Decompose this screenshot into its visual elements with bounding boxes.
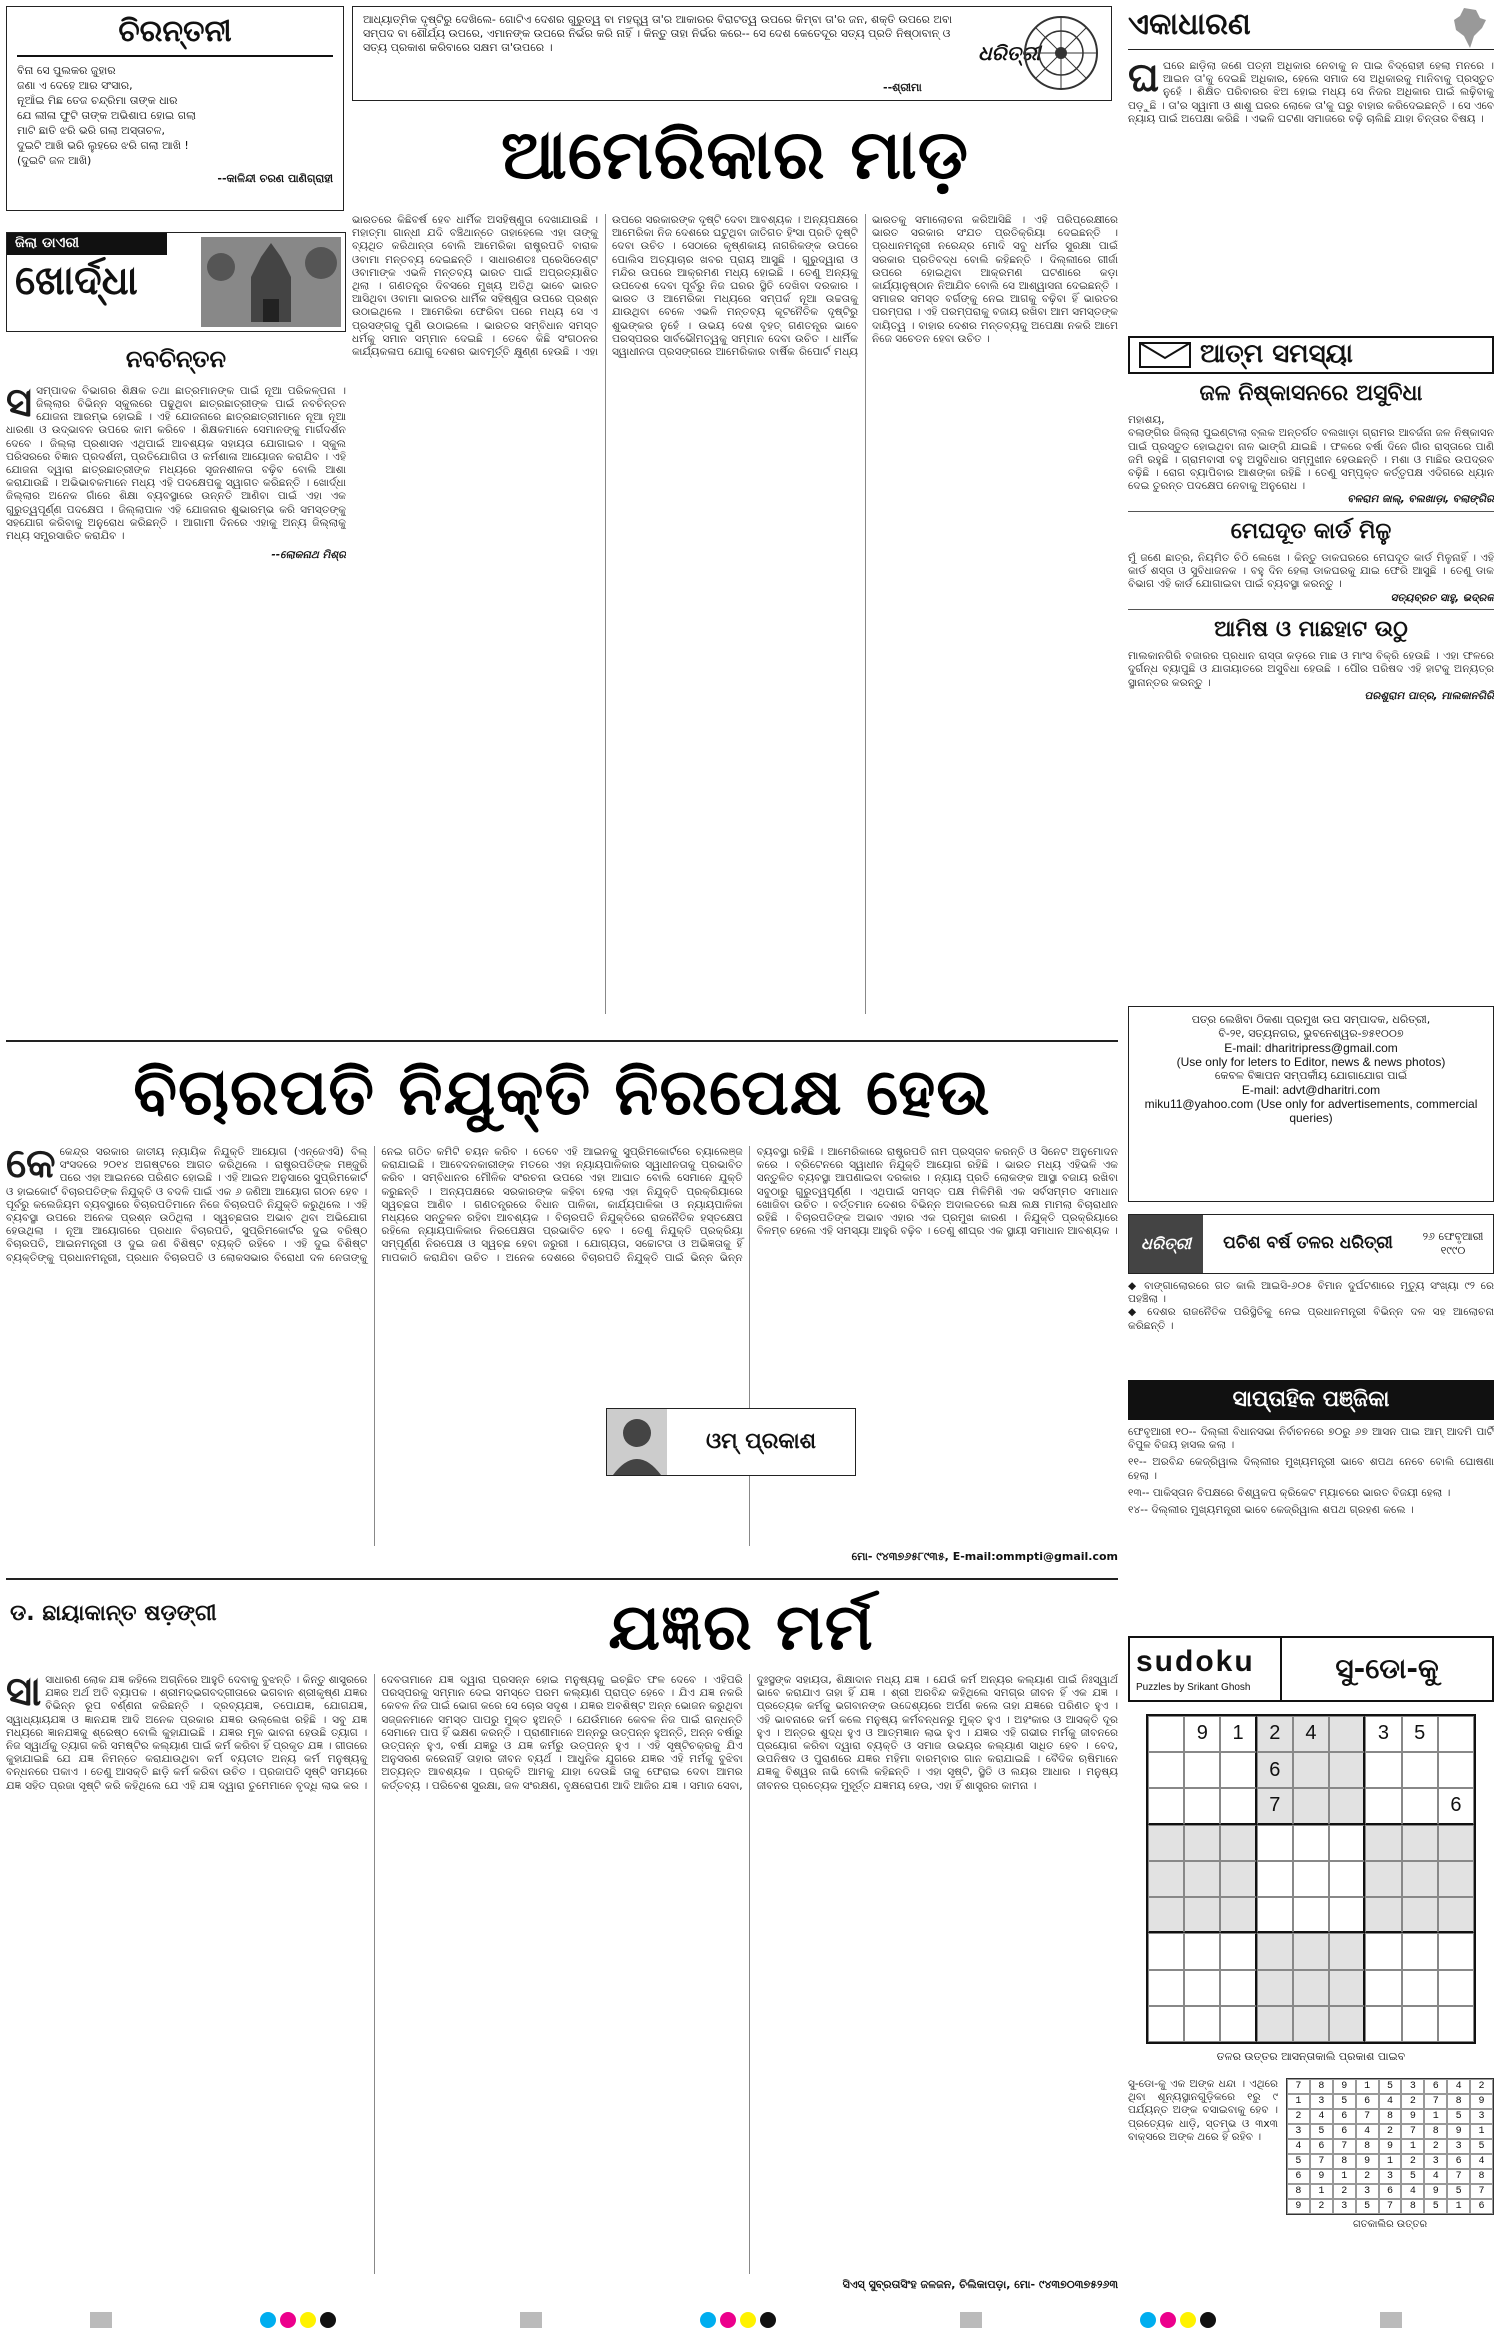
sudoku-cell[interactable] [1402, 1825, 1438, 1861]
sudoku-cell[interactable] [1402, 1897, 1438, 1933]
quote-author: --ଶ୍ରୀମା [883, 81, 922, 94]
poem-line: ନୂଆଁଇ ମିଛ ତେଜ ଚନ୍ଦ୍ରିମା ତାଙ୍କ ଧାର [17, 94, 178, 108]
atma-samasya-header [1128, 336, 1494, 374]
sudoku-answer-cell: 6 [1356, 2094, 1379, 2109]
yajna-article [6, 1586, 1118, 2298]
sudoku-cell[interactable] [1293, 2006, 1329, 2042]
weekly-item: ଫେବୃଆରୀ ୧୦-- ଦିଲ୍ଲୀ ବିଧାନସଭା ନିର୍ବାଚନରେ ୭୦ରୁ ୬୭ ଆସନ ପାଇ ଆମ୍‌ ଆଦମି ପାର୍ଟି ବିପୁଳ ବିଜୟ ହାସଲ କଲା । [1128, 1426, 1494, 1452]
sudoku-cell[interactable] [1365, 1970, 1401, 2006]
sudoku-answer-cell: 8 [1287, 2184, 1310, 2199]
magenta-dot [280, 2312, 296, 2328]
judge-headline: ବିଚାରପତି ନିଯୁକ୍ତି ନିରପେକ୍ଷ ହେଉ [133, 1055, 991, 1130]
sudoku-cell[interactable]: 6 [1257, 1752, 1293, 1788]
sudoku-subtitle: Puzzles by Srikant Ghosh [1136, 1681, 1251, 1693]
sudoku-cell[interactable] [1329, 1970, 1365, 2006]
sudoku-answer-cell: 5 [1356, 2199, 1379, 2214]
america-headline: ଆମେରିକାର ମାଡ଼ [500, 115, 970, 195]
sudoku-answer-cell: 5 [1310, 2124, 1333, 2139]
sudoku-answer-cell: 3 [1333, 2199, 1356, 2214]
poem-line: (ଦୁଇଟି ଜଳ ଆଖି) [17, 154, 92, 168]
sudoku-cell[interactable] [1220, 1933, 1256, 1969]
sudoku-cell[interactable] [1257, 1897, 1293, 1933]
sudoku-answer-cell: 3 [1447, 2139, 1470, 2154]
sudoku-rules: ସୁ-ଡୋ-କୁ ଏକ ଅଙ୍କ ଧନ୍ଦା । ଏଥିରେ ଥିବା ଶୂନ୍ୟସ୍ଥାନଗୁଡ଼ିକରେ ୧ରୁ ୯ ପର୍ଯ୍ୟନ୍ତ ଅଙ୍କ ବସାଇବାକୁ ହେବ । ପ୍ରତ୍ୟେକ ଧାଡ଼ି, ସ୍ତମ୍ଭ ଓ ୩x୩ ବାକ୍ସରେ ଅଙ୍କ ଥରେ ହିଁ ରହିବ । [1128, 2078, 1278, 2143]
sudoku-answer-cell: 3 [1356, 2184, 1379, 2199]
advt-email-note[interactable]: miku11@yahoo.com (Use only for advertisements, commercial queries) [1144, 1097, 1478, 1125]
sudoku-cell[interactable] [1365, 1825, 1401, 1861]
america-body: ଭାରତରେ କିଛିବର୍ଷ ହେବ ଧାର୍ମିକ ଅସହିଷ୍ଣୁତା ଦେଖାଯାଉଛି । ମହାତ୍ମା ଗାନ୍ଧୀ ଯଦି ବଞ୍ଚିଥାନ୍ତେ ତାହାହେଲେ ଏହା ତାଙ୍କୁ ବ୍ୟଥିତ କରିଥାନ୍ତା ବୋଲି ଆମେରିକା ରାଷ୍ଟ୍ରପତି ବାରାକ ଓବାମା ମନ୍ତବ୍ୟ ଦେଇଛନ୍ତି । ସାଧାରଣତଃ ପ୍ରେସିଡେଣ୍ଟ ଓବାମାଙ୍କ ଏଭଳି ମନ୍ତବ୍ୟ ଭାରତ ପାଇଁ ଅପ୍ରତ୍ୟାଶିତ ଥିଲା । ଗଣତନ୍ତ୍ର ଦିବସରେ ମୁଖ୍ୟ ଅତିଥି ଭାବେ ଭାରତ ଆସିଥିବା ଓବାମା ଭାରତର ଧାର୍ମିକ ସହିଷ୍ଣୁତା ଉପରେ ପ୍ରଶ୍ନ ଉଠାଇଥିଲେ । ଆମେରିକା ଫେରିବା ପରେ ମଧ୍ୟ ସେ ଏ ପ୍ରସଙ୍ଗକୁ ପୁଣି ଉଠାଇଲେ । ଭାରତର ସମ୍ବିଧାନ ସମସ୍ତ ଧର୍ମକୁ ସମାନ ସମ୍ମାନ ଦେଇଛି । ତେବେ କିଛି ସଂଗଠନର କାର୍ଯ୍ୟକଳାପ ଯୋଗୁ ଦେଶର ଭାବମୂର୍ତ୍ତି କ୍ଷୁଣ୍ଣ ହେଉଛି । ଏହା ଉପରେ ସରକାରଙ୍କ ଦୃଷ୍ଟି ଦେବା ଆବଶ୍ୟକ । ଅନ୍ୟପକ୍ଷରେ ଆମେରିକା ନିଜ ଦେଶରେ ଘଟୁଥିବା ଜାତିଗତ ହିଂସା ପ୍ରତି ଦୃଷ୍ଟି ଦେବା ଉଚିତ । ସେଠାରେ କୃଷ୍ଣକାୟ ନାଗରିକଙ୍କ ଉପରେ ପୋଲିସ ଅତ୍ୟାଚାର ଖବର ପ୍ରାୟ ଆସୁଛି । ଗୁରୁଦ୍ୱାରା ଓ ମନ୍ଦିର ଉପରେ ଆକ୍ରମଣ ମଧ୍ୟ ହୋଇଛି । ତେଣୁ ଅନ୍ୟକୁ ଉପଦେଶ ଦେବା ପୂର୍ବରୁ ନିଜ ଘରର ସ୍ଥିତି ଦେଖିବା ଦରକାର । ଭାରତ ଓ ଆମେରିକା ମଧ୍ୟରେ ସମ୍ପର୍କ ନୂଆ ଉଚ୍ଚତାକୁ ଯାଉଥିବା ବେଳେ ଏଭଳି ମନ୍ତବ୍ୟ କୂଟନୈତିକ ଦୃଷ୍ଟିରୁ ଶୁଭଙ୍କର ନୁହେଁ । ଉଭୟ ଦେଶ ବୃହତ୍ ଗଣତନ୍ତ୍ର ଭାବେ ପରସ୍ପରର ସାର୍ବଭୌମତ୍ୱକୁ ସମ୍ମାନ ଦେବା ଉଚିତ । ଧାର୍ମିକ ସ୍ୱାଧୀନତା ପ୍ରସଙ୍ଗରେ ଆମେରିକାର ବାର୍ଷିକ ରିପୋର୍ଟ ମଧ୍ୟ ଭାରତକୁ ସମାଲୋଚନା କରିଆସିଛି । ଏହି ପରିପ୍ରେକ୍ଷୀରେ ଭାରତ ସରକାର ସଂଯତ ପ୍ରତିକ୍ରିୟା ଦେଇଛନ୍ତି । ପ୍ରଧାନମନ୍ତ୍ରୀ ନରେନ୍ଦ୍ର ମୋଦି ସବୁ ଧର୍ମର ସୁରକ୍ଷା ପାଇଁ ସରକାର ପ୍ରତିବଦ୍ଧ ବୋଲି କହିଛନ୍ତି । ଦିଲ୍ଲୀରେ ଗୀର୍ଜା ଉପରେ ହୋଇଥିବା ଆକ୍ରମଣ ଘଟଣାରେ କଡ଼ା କାର୍ଯ୍ୟାନୁଷ୍ଠାନ ନିଆଯିବ ବୋଲି ସେ ଆଶ୍ୱାସନା ଦେଇଛନ୍ତି । ସମାଜର ସମସ୍ତ ବର୍ଗଙ୍କୁ ନେଇ ଆଗକୁ ବଢ଼ିବା ହିଁ ଭାରତର ପରମ୍ପରା । ଏହି ପରମ୍ପରାକୁ ବଜାୟ ରଖିବା ଆମ ସମସ୍ତଙ୍କ ଦାୟିତ୍ୱ । ବାହାର ଦେଶର ମନ୍ତବ୍ୟକୁ ଅପେକ୍ଷା ନକରି ଆମେ ନିଜେ ସଚେତନ ହେବା ଉଚିତ । [352, 214, 1118, 359]
sudoku-cell[interactable]: 2 [1257, 1716, 1293, 1752]
twenty-five-item: ◆ ଦେଶର ରାଜନୈତିକ ପରିସ୍ଥିତିକୁ ନେଇ ପ୍ରଧାନମନ୍ତ୍ରୀ ବିଭିନ୍ନ ଦଳ ସହ ଆଲୋଚନା କରିଛନ୍ତି । [1128, 1306, 1494, 1332]
magenta-dot [720, 2312, 736, 2328]
dropcap: ସ [6, 378, 33, 426]
sudoku-answer-cell: 9 [1310, 2169, 1333, 2184]
yajna-footer: ସିଏସ୍ ସୁବ୍ରତାସିଂହ ଜଳଜନ, ଚିଲିକାପଡ଼ା, ମୋ- ୯୪୩୭୦୩୭୫୨୬୩ [842, 2278, 1118, 2291]
twenty-five-item: ◆ ବାଙ୍ଗାଲୋରରେ ଗତ କାଲି ଆଇସି-୬୦୫ ବିମାନ ଦୁର୍ଘଟଣାରେ ମୃତ୍ୟୁ ସଂଖ୍ୟା ୯୨ ରେ ପହଞ୍ଚିଲା । [1128, 1280, 1494, 1306]
sudoku-answer-cell: 9 [1333, 2079, 1356, 2094]
sudoku-cell[interactable] [1329, 1897, 1365, 1933]
sudoku-answer-cell: 8 [1310, 2079, 1333, 2094]
letter-body: ମାଲକାନଗିରି ବଜାରର ପ୍ରଧାନ ରାସ୍ତା କଡ଼ରେ ମାଛ ଓ ମାଂସ ବିକ୍ରି ହେଉଛି । ଏହା ଫଳରେ ଦୁର୍ଗନ୍ଧ ବ୍ୟାପୁଛି ଓ ଯାତାୟାତରେ ଅସୁବିଧା ହେଉଛି । ପୌର ପରିଷଦ ଏହି ହାଟକୁ ଅନ୍ୟତ୍ର ସ୍ଥାନାନ୍ତର କରନ୍ତୁ । [1128, 650, 1494, 689]
sudoku-answer-cell: 6 [1424, 2079, 1447, 2094]
sudoku-answer-cell: 6 [1470, 2199, 1493, 2214]
grey-block [520, 2312, 542, 2328]
sudoku-cell[interactable] [1402, 1752, 1438, 1788]
yajna-body: ସା ସାଧାରଣ ଲୋକ ଯଜ୍ଞ କହିଲେ ଅଗ୍ନିରେ ଆହୁତି ଦେବାକୁ ବୁଝନ୍ତି । କିନ୍ତୁ ଶାସ୍ତ୍ରରେ ଯଜ୍ଞର ଅର୍ଥ ଅତି ବ୍ୟାପକ । ଶ୍ରୀମଦ୍ଭଗବଦ୍‌ଗୀତାରେ ଭଗବାନ ଶ୍ରୀକୃଷ୍ଣ ଯଜ୍ଞର ବିଭିନ୍ନ ରୂପ ବର୍ଣ୍ଣନା କରିଛନ୍ତି । ଦ୍ରବ୍ୟଯଜ୍ଞ, ତପୋଯଜ୍ଞ, ଯୋଗଯଜ୍ଞ, ସ୍ୱାଧ୍ୟାୟଯଜ୍ଞ ଓ ଜ୍ଞାନଯଜ୍ଞ ଆଦି ଅନେକ ପ୍ରକାର ଯଜ୍ଞର ଉଲ୍ଲେଖ ରହିଛି । ସବୁ ଯଜ୍ଞ ମଧ୍ୟରେ ଜ୍ଞାନଯଜ୍ଞକୁ ଶ୍ରେଷ୍ଠ ବୋଲି କୁହାଯାଇଛି । ଯଜ୍ଞର ମୂଳ ଭାବନା ହେଉଛି ତ୍ୟାଗ । ନିଜ ସ୍ୱାର୍ଥକୁ ତ୍ୟାଗ କରି ସମଷ୍ଟିର କଲ୍ୟାଣ ପାଇଁ କର୍ମ କରିବା ହିଁ ପ୍ରକୃତ ଯଜ୍ଞ । ଗୀତାରେ କୁହାଯାଇଛି ଯେ ଯଜ୍ଞ ନିମନ୍ତେ କରାଯାଉଥିବା କର୍ମ ବ୍ୟତୀତ ଅନ୍ୟ କର୍ମ ମନୁଷ୍ୟକୁ ବନ୍ଧନରେ ପକାଏ । ତେଣୁ ଆସକ୍ତି ଛାଡ଼ି କର୍ମ କରିବା ଉଚିତ । ପ୍ରଜାପତି ସୃଷ୍ଟି ସମୟରେ ଯଜ୍ଞ ସହିତ ପ୍ରଜା ସୃଷ୍ଟି କରି କହିଥିଲେ ଯେ ଏହି ଯଜ୍ଞ ଦ୍ୱାରା ତୁମେମାନେ ବୃଦ୍ଧି ଲାଭ କର । ଦେବତାମାନେ ଯଜ୍ଞ ଦ୍ୱାରା ପ୍ରସନ୍ନ ହୋଇ ମନୁଷ୍ୟକୁ ଇଚ୍ଛିତ ଫଳ ଦେବେ । ଏହିପରି ପରସ୍ପରକୁ ସମ୍ମାନ ଦେଇ ସମସ୍ତେ ପରମ କଲ୍ୟାଣ ପ୍ରାପ୍ତ ହେବେ । ଯିଏ ଯଜ୍ଞ ନକରି କେବଳ ନିଜ ପାଇଁ ଭୋଗ କରେ ସେ ଚୋର ସଦୃଶ । ଯଜ୍ଞର ଅବଶିଷ୍ଟ ଅନ୍ନ ଭୋଜନ କରୁଥିବା ସଜ୍ଜନମାନେ ସମସ୍ତ ପାପରୁ ମୁକ୍ତ ହୁଅନ୍ତି । ଯେଉଁମାନେ କେବଳ ନିଜ ପାଇଁ ରାନ୍ଧନ୍ତି ସେମାନେ ପାପ ହିଁ ଭକ୍ଷଣ କରନ୍ତି । ପ୍ରାଣୀମାନେ ଅନ୍ନରୁ ଉତ୍ପନ୍ନ ହୁଅନ୍ତି, ଅନ୍ନ ବର୍ଷାରୁ ଉତ୍ପନ୍ନ ହୁଏ, ବର୍ଷା ଯଜ୍ଞରୁ ଓ ଯଜ୍ଞ କର୍ମରୁ ଉତ୍ପନ୍ନ ହୁଏ । ଏହି ସୃଷ୍ଟିଚକ୍ରକୁ ଯିଏ ଅନୁସରଣ କରେନାହିଁ ତାହାର ଜୀବନ ବ୍ୟର୍ଥ । ଆଧୁନିକ ଯୁଗରେ ଯଜ୍ଞର ଏହି ମର୍ମକୁ ବୁଝିବା ଅତ୍ୟନ୍ତ ଆବଶ୍ୟକ । ପ୍ରକୃତି ଆମକୁ ଯାହା ଦେଉଛି ତାକୁ ଫେରାଇ ଦେବା ଆମର କର୍ତ୍ତବ୍ୟ । ପରିବେଶ ସୁରକ୍ଷା, ଜଳ ସଂରକ୍ଷଣ, ବୃକ୍ଷରୋପଣ ଆଦି ଆଜିର ଯଜ୍ଞ । ସମାଜ ସେବା, ଦୁଃସ୍ଥଙ୍କ ସହାୟତା, ଶିକ୍ଷାଦାନ ମଧ୍ୟ ଯଜ୍ଞ । ଯେଉଁ କର୍ମ ଅନ୍ୟର କଲ୍ୟାଣ ପାଇଁ ନିଃସ୍ୱାର୍ଥ ଭାବେ କରାଯାଏ ତାହା ହିଁ ଯଜ୍ଞ । ଶ୍ରୀ ଅରବିନ୍ଦ କହିଥିଲେ ସମଗ୍ର ଜୀବନ ହିଁ ଏକ ଯଜ୍ଞ । ପ୍ରତ୍ୟେକ କର୍ମକୁ ଭଗବାନଙ୍କ ଉଦ୍ଦେଶ୍ୟରେ ଅର୍ପଣ କଲେ ତାହା ଯଜ୍ଞରେ ପରିଣତ ହୁଏ । ଏହି ଭାବନାରେ କର୍ମ କଲେ ମନୁଷ୍ୟ କର୍ମବନ୍ଧନରୁ ମୁକ୍ତ ହୁଏ । ଅହଂକାର ଓ ଆସକ୍ତି ଦୂର ହୁଏ । ଅନ୍ତର ଶୁଦ୍ଧ ହୁଏ ଓ ଆତ୍ମଜ୍ଞାନ ଲାଭ ହୁଏ । ଯଜ୍ଞର ଏହି ଗଭୀର ମର୍ମକୁ ଜୀବନରେ ପ୍ରୟୋଗ କରିବା ଦ୍ୱାରା ବ୍ୟକ୍ତି ଓ ସମାଜ ଉଭୟର କଲ୍ୟାଣ ସାଧିତ ହେବ । ବେଦ, ଉପନିଷଦ ଓ ପୁରାଣରେ ଯଜ୍ଞର ମହିମା ବାରମ୍ବାର ଗାନ କରାଯାଇଛି । ବୈଦିକ ଋଷିମାନେ ଯଜ୍ଞକୁ ବିଶ୍ୱର ନାଭି ବୋଲି କହିଛନ୍ତି । ଏହା ସୃଷ୍ଟି, ସ୍ଥିତି ଓ ଲୟର ଆଧାର । ମନୁଷ୍ୟ ଜୀବନର ପ୍ରତ୍ୟେକ ମୁହୂର୍ତ୍ତ ଯଜ୍ଞମୟ ହେଉ, ଏହା ହିଁ ଶାସ୍ତ୍ରର କାମନା । [6, 1668, 1118, 1792]
sudoku-answer-cell: 9 [1379, 2139, 1402, 2154]
sudoku-answer-cell: 9 [1356, 2154, 1379, 2169]
twenty-five-years-section [1128, 1214, 1494, 1372]
sudoku-answer-cell: 5 [1424, 2199, 1447, 2214]
sudoku-cell[interactable] [1329, 1716, 1365, 1752]
sudoku-answer-cell: 8 [1447, 2094, 1470, 2109]
sudoku-answer-cell: 4 [1470, 2154, 1493, 2169]
sudoku-cell[interactable] [1257, 1970, 1293, 2006]
sudoku-answer-cell: 2 [1356, 2169, 1379, 2184]
sudoku-answer-cell: 6 [1310, 2139, 1333, 2154]
sudoku-answer-cell: 3 [1310, 2094, 1333, 2109]
sudoku-cell[interactable] [1293, 1933, 1329, 1969]
weekly-calendar-title: ସାପ୍ତାହିକ ପଞ୍ଜିକା [1128, 1380, 1494, 1420]
sudoku-answer-cell: 1 [1310, 2184, 1333, 2199]
sudoku-cell[interactable] [1184, 2006, 1220, 2042]
cyan-dot [700, 2312, 716, 2328]
address-box [1128, 1006, 1494, 1202]
envelope-icon [1138, 340, 1192, 370]
letter-signature: ପରଶୁରାମ ପାତ୍ର, ମାଲକାନଗିରି [1364, 689, 1494, 702]
letter [1128, 511, 1494, 605]
dharitri-logo-badge: ଧରିତ୍ରୀ [1129, 1215, 1203, 1273]
twenty-five-years-date: ୨୬ ଫେବୃଆରୀ ୧୯୯୦ [1422, 1229, 1484, 1257]
sudoku-answer-cell: 7 [1379, 2199, 1402, 2214]
poem-line: ବିନା ସେ ପୁଲକର ଜୁହାର [17, 64, 116, 78]
color-dots [700, 2312, 780, 2328]
letter-signature: ବଳରାମ ଜାଲ୍‌, ବଲଖାଡ଼ା, ବଲାଙ୍ଗିର [1347, 493, 1494, 506]
temple-illustration-icon [201, 237, 341, 327]
sudoku-answer-cell: 3 [1470, 2109, 1493, 2124]
sudoku-answer-cell: 1 [1379, 2154, 1402, 2169]
poem-line: ଜଣା ଏ ଦେହେ ଆର ସଂସାର, [17, 79, 133, 93]
sudoku-cell[interactable]: 1 [1220, 1716, 1256, 1752]
sudoku-cell[interactable] [1438, 1752, 1474, 1788]
sudoku-cell[interactable] [1148, 1788, 1184, 1824]
sudoku-cell[interactable] [1148, 1861, 1184, 1897]
twenty-five-years-header [1128, 1214, 1494, 1274]
sudoku-cell[interactable] [1293, 1752, 1329, 1788]
sudoku-cell[interactable] [1402, 1861, 1438, 1897]
sudoku-answer-grid [1286, 2078, 1494, 2215]
weekly-calendar-section [1128, 1380, 1494, 1624]
sudoku-answer-cell: 3 [1287, 2124, 1310, 2139]
sudoku-answer-cell: 5 [1447, 2109, 1470, 2124]
sudoku-answer-cell: 7 [1287, 2079, 1310, 2094]
sudoku-cell[interactable] [1365, 1861, 1401, 1897]
printer-marks [0, 2308, 1500, 2333]
sudoku-answer-cell: 4 [1356, 2124, 1379, 2139]
cyan-dot [260, 2312, 276, 2328]
sudoku-cell[interactable] [1148, 1933, 1184, 1969]
sudoku-cell[interactable] [1293, 1897, 1329, 1933]
dropcap: କେ [6, 1140, 56, 1187]
judge-body: କେ କେନ୍ଦ୍ର ସରକାର ଜାତୀୟ ନ୍ୟାୟିକ ନିଯୁକ୍ତି ଆୟୋଗ (ଏନ୍‌ଜେଏସି) ବିଲ୍ ସଂସଦରେ ୨୦୧୪ ଅଗଷ୍ଟରେ ଆଗତ କରିଥିଲେ । ରାଷ୍ଟ୍ରପତିଙ୍କ ମଞ୍ଜୁରି ପରେ ଏହା ଆଇନରେ ପରିଣତ ହୋଇଛି । ଏହି ଆଇନ ଅନୁସାରେ ସୁପ୍ରିମକୋର୍ଟ ଓ ହାଇକୋର୍ଟ ବିଚାରପତିଙ୍କ ନିଯୁକ୍ତି ଓ ବଦଳି ପାଇଁ ଏକ ୬ ଜଣିଆ ଆୟୋଗ ଗଠନ ହେବ । ପୂର୍ବରୁ କଲେଜିୟମ ବ୍ୟବସ୍ଥାରେ ବିଚାରପତିମାନେ ନିଜେ ବିଚାରପତି ନିଯୁକ୍ତି କରୁଥିଲେ । ଏହି ବ୍ୟବସ୍ଥା ଉପରେ ଅନେକ ପ୍ରଶ୍ନ ଉଠିଥିଲା । ସ୍ୱଚ୍ଛତାର ଅଭାବ ଥିବା ଅଭିଯୋଗ ହେଉଥିଲା । ନୂଆ ଆୟୋଗରେ ପ୍ରଧାନ ବିଚାରପତି, ସୁପ୍ରିମକୋର୍ଟର ଦୁଇ ବରିଷ୍ଠ ବିଚାରପତି, ଆଇନମନ୍ତ୍ରୀ ଓ ଦୁଇ ଜଣ ବିଶିଷ୍ଟ ବ୍ୟକ୍ତି ରହିବେ । ଏହି ଦୁଇ ବିଶିଷ୍ଟ ବ୍ୟକ୍ତିଙ୍କୁ ପ୍ରଧାନମନ୍ତ୍ରୀ, ପ୍ରଧାନ ବିଚାରପତି ଓ ଲୋକସଭାର ବିରୋଧୀ ଦଳ ନେତାଙ୍କୁ ନେଇ ଗଠିତ କମିଟି ଚୟନ କରିବ । ତେବେ ଏହି ଆଇନକୁ ସୁପ୍ରିମକୋର୍ଟରେ ଚ୍ୟାଲେଞ୍ଜ କରାଯାଇଛି । ଆବେଦନକାରୀଙ୍କ ମତରେ ଏହା ନ୍ୟାୟପାଳିକାର ସ୍ୱାଧୀନତାକୁ ପ୍ରଭାବିତ କରିବ । ସମ୍ବିଧାନର ମୌଳିକ ସଂରଚନା ଉପରେ ଏହା ଆଘାତ ବୋଲି ସେମାନେ ଯୁକ୍ତି କରୁଛନ୍ତି । ଅନ୍ୟପକ୍ଷରେ ସରକାରଙ୍କ କହିବା ହେଲା ଏହା ନିଯୁକ୍ତି ପ୍ରକ୍ରିୟାରେ ସ୍ୱଚ୍ଛତା ଆଣିବ । ଗଣତନ୍ତ୍ରରେ ବିଧାନ ପାଳିକା, କାର୍ଯ୍ୟପାଳିକା ଓ ନ୍ୟାୟପାଳିକା ମଧ୍ୟରେ ସନ୍ତୁଳନ ରହିବା ଆବଶ୍ୟକ । ବିଚାରପତି ନିଯୁକ୍ତିରେ ରାଜନୈତିକ ହସ୍ତକ୍ଷେପ ରହିଲେ ନ୍ୟାୟପାଳିକାର ନିରପେକ୍ଷତା ପ୍ରଭାବିତ ହେବ । ତେଣୁ ନିଯୁକ୍ତି ପ୍ରକ୍ରିୟା ସମ୍ପୂର୍ଣ୍ଣ ନିରପେକ୍ଷ ଓ ସ୍ୱଚ୍ଛ ହେବା ଜରୁରୀ । ଯୋଗ୍ୟତା, ସଚ୍ଚୋଟତା ଓ ଅଭିଜ୍ଞତାକୁ ହିଁ ମାପକାଠି କରାଯିବା ଉଚିତ । ଅନେକ ଦେଶରେ ବିଚାରପତି ନିଯୁକ୍ତି ପାଇଁ ଭିନ୍ନ ଭିନ୍ନ ବ୍ୟବସ୍ଥା ରହିଛି । ଆମେରିକାରେ ରାଷ୍ଟ୍ରପତି ନାମ ପ୍ରସ୍ତାବ କରନ୍ତି ଓ ସିନେଟ ଅନୁମୋଦନ କରେ । ବ୍ରିଟେନରେ ସ୍ୱାଧୀନ ନିଯୁକ୍ତି ଆୟୋଗ ରହିଛି । ଭାରତ ମଧ୍ୟ ଏହିଭଳି ଏକ ସନ୍ତୁଳିତ ବ୍ୟବସ୍ଥା ଆପଣାଇବା ଦରକାର । ନ୍ୟାୟ ପ୍ରତି ଲୋକଙ୍କ ଆସ୍ଥା ବଜାୟ ରଖିବା ସବୁଠାରୁ ଗୁରୁତ୍ୱପୂର୍ଣ୍ଣ । ଏଥିପାଇଁ ସମସ୍ତ ପକ୍ଷ ମିଳିମିଶି ଏକ ସର୍ବସମ୍ମତ ସମାଧାନ ଖୋଜିବା ଉଚିତ । ବର୍ତ୍ତମାନ ଦେଶର ବିଭିନ୍ନ ଅଦାଲତରେ ଲକ୍ଷ ଲକ୍ଷ ମାମଲା ବିଚାରାଧୀନ ରହିଛି । ବିଚାରପତିଙ୍କ ଅଭାବ ଏହାର ଏକ ପ୍ରମୁଖ କାରଣ । ନିଯୁକ୍ତି ପ୍ରକ୍ରିୟାରେ ବିଳମ୍ବ ହେଲେ ଏହି ସମସ୍ୟା ଆହୁରି ବଢ଼ିବ । ତେଣୁ ଶୀଘ୍ର ଏକ ସ୍ଥାୟୀ ସମାଧାନ ଆବଶ୍ୟକ । [6, 1140, 1118, 1264]
sudoku-cell[interactable]: 9 [1184, 1716, 1220, 1752]
sudoku-answer-cell: 4 [1310, 2109, 1333, 2124]
america-article [352, 110, 1118, 1030]
sudoku-cell[interactable] [1438, 2006, 1474, 2042]
advt-email[interactable]: E-mail: advt@dharitri.com [1241, 1083, 1381, 1097]
sudoku-cell[interactable] [1257, 2006, 1293, 2042]
sudoku-cell[interactable] [1329, 1825, 1365, 1861]
sudoku-answer-cell: 4 [1379, 2094, 1402, 2109]
sudoku-answer-cell: 4 [1447, 2079, 1470, 2094]
grey-block [1380, 2312, 1402, 2328]
khordha-author: --ଲୋକନାଥ ମିଶ୍ର [271, 549, 346, 562]
sudoku-answer-cell: 8 [1356, 2139, 1379, 2154]
dropcap: ଘ [1128, 54, 1159, 101]
sudoku-cell[interactable] [1438, 1970, 1474, 2006]
letter-signature: ସତ୍ୟବ୍ରତ ସାହୁ, ଭଦ୍ରକ [1390, 591, 1494, 604]
sudoku-cell[interactable] [1220, 2006, 1256, 2042]
sudoku-cell[interactable]: 4 [1293, 1716, 1329, 1752]
sudoku-answer-cell: 4 [1401, 2184, 1424, 2199]
sudoku-answer-cell: 6 [1333, 2124, 1356, 2139]
sudoku-cell[interactable] [1257, 1933, 1293, 1969]
sudoku-grid[interactable] [1146, 1714, 1476, 2044]
sudoku-cell[interactable] [1329, 2006, 1365, 2042]
sudoku-answer-cell: 1 [1287, 2094, 1310, 2109]
sudoku-cell[interactable] [1220, 1825, 1256, 1861]
letter-body: ବଲାଙ୍ଗିର ଜିଲ୍ଲା ପୁଇଣ୍ଟାଲା ବ୍ଲକ ଅନ୍ତର୍ଗତ ବଲଖାଡ଼ା ଗ୍ରାମର ଆବର୍ଜନା ଜଳ ନିଷ୍କାସନ ପାଇଁ ପ୍ରସ୍ତୁତ ହୋଇଥିବା ନାଳ ଭାଙ୍ଗି ଯାଇଛି । ଫଳରେ ବର୍ଷା ଦିନେ ଗାଁର ରାସ୍ତାରେ ପାଣି ଜମି ରହୁଛି । ଗ୍ରାମବାସୀ ବହୁ ଅସୁବିଧାର ସମ୍ମୁଖୀନ ହେଉଛନ୍ତି । ମଶା ଓ ମାଛିର ଉପଦ୍ରବ ବଢ଼ିଛି । ରୋଗ ବ୍ୟାପିବାର ଆଶଙ୍କା ରହିଛି । ତେଣୁ ସମ୍ପୃକ୍ତ କର୍ତ୍ତୃପକ୍ଷ ଏଦିଗରେ ଧ୍ୟାନ ଦେଇ ତୁରନ୍ତ ପଦକ୍ଷେପ ନେବାକୁ ଅନୁରୋଧ । [1128, 427, 1494, 493]
ekadharana-title: ଏକାଧାରଣ [1128, 7, 1251, 42]
grey-block [90, 2312, 112, 2328]
sudoku-cell[interactable] [1184, 1897, 1220, 1933]
sudoku-cell[interactable]: 6 [1438, 1788, 1474, 1824]
black-dot [760, 2312, 776, 2328]
sudoku-answer-cell: 7 [1470, 2184, 1493, 2199]
ekadharana-header [1128, 6, 1494, 50]
sudoku-answer-cell: 7 [1401, 2124, 1424, 2139]
sudoku-cell[interactable] [1438, 1933, 1474, 1969]
sudoku-answer-cell: 5 [1379, 2079, 1402, 2094]
sudoku-answer-cell: 8 [1470, 2169, 1493, 2184]
sudoku-answer-cell: 8 [1401, 2199, 1424, 2214]
sudoku-cell[interactable] [1329, 1933, 1365, 1969]
sudoku-answer-cell: 7 [1447, 2169, 1470, 2184]
address-line: ବି-୨୧, ସତ୍ୟନଗର, ଭୁବନେଶ୍ୱର-୭୫୧୦୦୭ [1218, 1027, 1404, 1040]
sudoku-answer-cell: 8 [1379, 2109, 1402, 2124]
sudoku-cell[interactable] [1293, 1825, 1329, 1861]
sudoku-cell[interactable] [1220, 1788, 1256, 1824]
sudoku-cell[interactable] [1293, 1788, 1329, 1824]
sudoku-cell[interactable] [1148, 2006, 1184, 2042]
sudoku-cell[interactable] [1293, 1861, 1329, 1897]
chirantani-title: ଚିରନ୍ତନୀ [17, 13, 333, 57]
sudoku-answer-cell: 5 [1447, 2184, 1470, 2199]
sudoku-answer-cell: 1 [1401, 2139, 1424, 2154]
black-dot [1200, 2312, 1216, 2328]
sudoku-cell[interactable] [1148, 1970, 1184, 2006]
sudoku-answer-cell: 1 [1447, 2199, 1470, 2214]
sudoku-cell[interactable] [1365, 2006, 1401, 2042]
sudoku-answer-cell: 2 [1379, 2124, 1402, 2139]
sudoku-cell[interactable] [1329, 1861, 1365, 1897]
yellow-dot [300, 2312, 316, 2328]
sudoku-cell[interactable] [1257, 1825, 1293, 1861]
sudoku-answer-cell: 9 [1447, 2124, 1470, 2139]
sudoku-answer-cell: 9 [1287, 2199, 1310, 2214]
letter-head: ମେଘଦୂତ କାର୍ଡ ମିଳୁ [1230, 518, 1392, 544]
sudoku-cell[interactable] [1402, 2006, 1438, 2042]
sudoku-answer-cell: 8 [1333, 2154, 1356, 2169]
sudoku-cell[interactable] [1184, 1752, 1220, 1788]
sudoku-answer-cell: 4 [1424, 2169, 1447, 2184]
sudoku-cell[interactable]: 5 [1402, 1716, 1438, 1752]
sudoku-cell[interactable] [1184, 1933, 1220, 1969]
letter-body: ମୁଁ ଜଣେ ଛାତ୍ର, ନିୟମିତ ଚିଠି ଲେଖେ । କିନ୍ତୁ ଡାକଘରରେ ମେଘଦୂତ କାର୍ଡ ମିଳୁନାହିଁ । ଏହି କାର୍ଡ ଶସ୍ତା ଓ ସୁବିଧାଜନକ । ବହୁ ଦିନ ହେଲା ଡାକଘରକୁ ଯାଇ ଫେରି ଆସୁଛି । ତେଣୁ ଡାକ ବିଭାଗ ଏହି କାର୍ଡ ଯୋଗାଇବା ପାଇଁ ବ୍ୟବସ୍ଥା କରନ୍ତୁ । [1128, 551, 1494, 591]
sudoku-answer-cell: 2 [1424, 2139, 1447, 2154]
ekadharana-paragraph: ଘରେ ଛାଡ଼ିଲା ଜଣେ ପତ୍ନୀ ଅଧିକାର ନେବାକୁ ନ ପାଇ ବିଦ୍ରୋହୀ ହେଲା ମନରେ । ଆଇନ ତା'କୁ ଦେଇଛି ଅଧିକାର, ହେଲେ ସମାଜ ସେ ଅଧିକାରକୁ ମାନିବାକୁ ପ୍ରସ୍ତୁତ ନୁହେଁ । ଶିକ୍ଷିତ ପରିବାରର ଝିଅ ହୋଇ ମଧ୍ୟ ସେ ନିଜର ଅଧିକାର ପାଇଁ ଲଢ଼ିବାକୁ ପଡ଼ୁଛି । ତା'ର ସ୍ୱାମୀ ଓ ଶାଶୁ ଘରର ଲୋକେ ତା'କୁ ଘରୁ ବାହାର କରିଦେଇଛନ୍ତି । ସେ ଏବେ ନ୍ୟାୟ ପାଇଁ ଅପେକ୍ଷା କରିଛି । ଏଭଳି ଘଟଣା ସମାଜରେ ବଢ଼ି ଚାଲିଛି ଯାହା ଚିନ୍ତାର ବିଷୟ । [1128, 60, 1494, 125]
sudoku-cell[interactable] [1365, 1933, 1401, 1969]
khordha-section [6, 232, 346, 1032]
sudoku-cell[interactable] [1329, 1788, 1365, 1824]
sudoku-cell[interactable] [1148, 1716, 1184, 1752]
sudoku-answer-cell: 8 [1424, 2124, 1447, 2139]
ekadharana-section [1128, 6, 1494, 326]
sudoku-cell[interactable] [1220, 1970, 1256, 2006]
sudoku-cell[interactable] [1148, 1752, 1184, 1788]
district-diary-label: ଜିଲା ଡାଏରୀ [7, 233, 167, 255]
editor-email-note: (Use only for leters to Editor, news & news photos) [1176, 1055, 1446, 1069]
sudoku-answer-cell: 3 [1401, 2079, 1424, 2094]
sudoku-cell[interactable] [1329, 1752, 1365, 1788]
yellow-dot [1180, 2312, 1196, 2328]
sudoku-answer-cell: 6 [1287, 2169, 1310, 2184]
quote-box [352, 6, 1112, 101]
color-dots [260, 2312, 340, 2328]
sudoku-cell[interactable] [1184, 1970, 1220, 2006]
khordha-body: ସ ସମ୍ପାଦକ ବିଭାଗର ଶିକ୍ଷକ ତଥା ଛାତ୍ରମାନଙ୍କ ପାଇଁ ନୂଆ ପରିକଳ୍ପନା । ଜିଲ୍ଲାର ବିଭିନ୍ନ ସ୍କୁଲରେ ପଢୁଥିବା ଛାତ୍ରଛାତ୍ରୀଙ୍କ ପାଇଁ ନବଚିନ୍ତନ ଯୋଜନା ଆରମ୍ଭ ହୋଇଛି । ଏହି ଯୋଜନାରେ ଛାତ୍ରଛାତ୍ରୀମାନେ ନୂଆ ନୂଆ ଧାରଣା ଓ ଉଦ୍ଭାବନ ଉପରେ କାମ କରିବେ । ଶିକ୍ଷକମାନେ ସେମାନଙ୍କୁ ମାର୍ଗଦର୍ଶନ ଦେବେ । ଜିଲ୍ଲା ପ୍ରଶାସନ ଏଥିପାଇଁ ଆବଶ୍ୟକ ସହାୟତା ଯୋଗାଇବ । ସ୍କୁଲ ପରିସରରେ ବିଜ୍ଞାନ ପ୍ରଦର୍ଶନୀ, ପ୍ରତିଯୋଗିତା ଓ କର୍ମଶାଳା ଆୟୋଜନ କରାଯିବ । ଏହି ଯୋଜନା ଦ୍ୱାରା ଛାତ୍ରଛାତ୍ରୀଙ୍କ ମଧ୍ୟରେ ସୃଜନଶୀଳତା ବଢ଼ିବ ବୋଲି ଆଶା କରାଯାଉଛି । ଅଭିଭାବକମାନେ ମଧ୍ୟ ଏହି ପଦକ୍ଷେପକୁ ସ୍ୱାଗତ କରିଛନ୍ତି । ଖୋର୍ଦ୍ଧା ଜିଲ୍ଲାର ଅନେକ ଗାଁରେ ଶିକ୍ଷା ବ୍ୟବସ୍ଥାରେ ଉନ୍ନତି ଆଣିବା ପାଇଁ ଏହା ଏକ ଗୁରୁତ୍ୱପୂର୍ଣ୍ଣ ପଦକ୍ଷେପ । ଜିଲ୍ଲାପାଳ ଏହି ଯୋଜନାର ଶୁଭାରମ୍ଭ କରି ସମସ୍ତଙ୍କୁ ସହଯୋଗ କରିବାକୁ ଅନୁରୋଧ କରିଛନ୍ତି । ଆଗାମୀ ଦିନରେ ଏହାକୁ ଅନ୍ୟ ଜିଲ୍ଲାକୁ ମଧ୍ୟ ସମ୍ପ୍ରସାରିତ କରାଯିବ । [6, 378, 346, 542]
india-map-icon [1450, 6, 1490, 50]
sudoku-answer-cell: 2 [1333, 2184, 1356, 2199]
sudoku-title: sudoku [1136, 1645, 1255, 1679]
yajna-headline: ଯଜ୍ଞର ମର୍ମ [608, 1590, 874, 1665]
sudoku-answer-cell: 5 [1470, 2139, 1493, 2154]
sudoku-answer-cell: 1 [1470, 2124, 1493, 2139]
khordha-header [6, 232, 346, 332]
sudoku-cell[interactable] [1220, 1897, 1256, 1933]
sudoku-cell[interactable] [1293, 1970, 1329, 2006]
sudoku-cell[interactable] [1220, 1861, 1256, 1897]
chirantani-poem [17, 63, 333, 168]
letter [1128, 380, 1494, 507]
sudoku-answer-cell: 7 [1310, 2154, 1333, 2169]
horizontal-rule [6, 1040, 1118, 1042]
sudoku-cell[interactable] [1184, 1861, 1220, 1897]
color-dots [1140, 2312, 1220, 2328]
chirantani-box [6, 6, 344, 211]
chirantani-author: --କାଳିନ୍ଦୀ ଚରଣ ପାଣିଗ୍ରାହୀ [217, 172, 333, 186]
sudoku-answer-cell: 5 [1401, 2169, 1424, 2184]
horizontal-rule [6, 1578, 1118, 1580]
twenty-five-years-label: ପଚିଶ ବର୍ଷ ତଳର ଧରିତ୍ରୀ [1223, 1233, 1393, 1254]
judge-article [6, 1048, 1118, 1570]
sudoku-cell[interactable] [1257, 1861, 1293, 1897]
letter-salutation: ମହାଶୟ, [1128, 414, 1165, 427]
sudoku-answer-cell: 6 [1333, 2109, 1356, 2124]
sudoku-cell[interactable] [1365, 1788, 1401, 1824]
sudoku-answer-cell: 6 [1447, 2154, 1470, 2169]
sudoku-cell[interactable] [1184, 1825, 1220, 1861]
sudoku-answer-cell: 2 [1401, 2154, 1424, 2169]
editor-email[interactable]: E-mail: dharitripress@gmail.com [1224, 1041, 1398, 1055]
chakra-icon [1021, 13, 1101, 93]
dharitri-brand-mark: ଧରିତ୍ରୀ [978, 41, 1041, 65]
yajna-byline: ଡ. ଛାୟାକାନ୍ତ ଷଡ଼ଙ୍ଗୀ [10, 1601, 217, 1626]
weekly-item: ୧୪-- ଦିଲ୍ଲୀର ମୁଖ୍ୟମନ୍ତ୍ରୀ ଭାବେ କେଜ୍ରିୱାଲ ଶପଥ ଗ୍ରହଣ କଲେ । [1128, 1504, 1414, 1517]
sudoku-cell[interactable] [1220, 1752, 1256, 1788]
sudoku-cell[interactable] [1438, 1861, 1474, 1897]
weekly-item: ୧୧-- ଅରବିନ୍ଦ କେଜ୍ରିୱାଲ ଦିଲ୍ଲୀର ମୁଖ୍ୟମନ୍ତ୍ରୀ ଭାବେ ଶପଥ ନେବେ ବୋଲି ଘୋଷଣା ହେଲା । [1128, 1456, 1494, 1482]
sudoku-cell[interactable] [1438, 1825, 1474, 1861]
address-line: କେବଳ ବିଜ୍ଞାପନ ସମ୍ପର୍କୀୟ ଯୋଗାଯୋଗ ପାଇଁ [1214, 1069, 1408, 1082]
sudoku-cell[interactable] [1438, 1897, 1474, 1933]
letter-head: ଜଳ ନିଷ୍କାସନରେ ଅସୁବିଧା [1199, 381, 1423, 406]
sudoku-answer-cell: 9 [1424, 2184, 1447, 2199]
sudoku-answer-cell: 2 [1287, 2109, 1310, 2124]
author-photo-icon [607, 1409, 667, 1475]
poem-line: ମାଟି ଛାତି ଝରି ଭରି ଗଲା ଅସ୍ତାଚଳ, [17, 124, 166, 138]
sudoku-answer-cell: 3 [1379, 2169, 1402, 2184]
sudoku-answer-cell: 2 [1470, 2079, 1493, 2094]
sudoku-answer-cell: 1 [1333, 2169, 1356, 2184]
black-dot [320, 2312, 336, 2328]
sudoku-cell[interactable]: 7 [1257, 1788, 1293, 1824]
sudoku-answer-cell: 4 [1287, 2139, 1310, 2154]
sudoku-answer-cell: 7 [1424, 2094, 1447, 2109]
poem-line: ଦୁଇଟି ଆଖି ଭରି ଲୁହରେ ଝରି ଗଲା ଆଖି ! [17, 139, 189, 153]
poem-line: ଯେ ଲୀଳା ଫୁଟି ତାଙ୍କ ଅଭିଶାପ ହୋଇ ଗଲା [17, 109, 196, 123]
atma-samasya-section [1128, 336, 1494, 960]
dropcap: ସା [6, 1668, 42, 1715]
sudoku-answer-cell: 2 [1401, 2094, 1424, 2109]
yajna-header [6, 1586, 1118, 1674]
sudoku-answer-cell: 7 [1333, 2139, 1356, 2154]
address-line: ପତ୍ର ଲେଖିବା ଠିକଣା ପ୍ରମୁଖ ଉପ ସମ୍ପାଦକ, ଧରିତ୍ରୀ, [1191, 1013, 1431, 1026]
sudoku-answer-caption: ଗତକାଲିର ଉତ୍ତର [1352, 2219, 1428, 2231]
quote-text: ଆଧ୍ୟାତ୍ମିକ ଦୃଷ୍ଟିରୁ ଦେଖିଲେ- ଗୋଟିଏ ଦେଶର ଗୁରୁତ୍ୱ ବା ମହତ୍ତ୍ୱ ତା'ର ଆକାରର ବିରାଟତ୍ୱ ଉପରେ କିମ୍ବା ତା'ର ଜନ, ଶକ୍ତି ଉପରେ ଅବା ସମ୍ପଦ ବା ଶୌର୍ଯ୍ୟ ଉପରେ, ଏମାନଙ୍କ ଉପରେ ନିର୍ଭର କରି ନାହିଁ । କିନ୍ତୁ ତାହା ନିର୍ଭର କରେ-- ସେ ଦେଶ କେତେଦୂର ସତ୍ୟ ପ୍ରତି ନିଷ୍ଠାବାନ୍ ଓ ସତ୍ୟ ପ୍ରକାଶ କରିବାରେ ସକ୍ଷମ ତା'ଉପରେ । [363, 13, 953, 54]
judge-footer: ମୋ- ୯୪୩୭୬୫୮୯୩୫, E-mail:ommpti@gmail.com [851, 1550, 1118, 1563]
district-name: ଖୋର୍ଦ୍ଧା [15, 256, 138, 304]
author-box [606, 1408, 856, 1476]
letter-head: ଆମିଷ ଓ ମାଛହାଟ ଉଠୁ [1214, 617, 1408, 643]
cyan-dot [1140, 2312, 1156, 2328]
sudoku-answer-cell: 2 [1310, 2199, 1333, 2214]
ekadharana-body [1128, 54, 1494, 126]
sudoku-answer-cell: 1 [1424, 2109, 1447, 2124]
atma-samasya-title: ଆତ୍ମ ସମସ୍ୟା [1200, 339, 1353, 370]
sudoku-section [1128, 1636, 1494, 2326]
sudoku-cell[interactable] [1148, 1897, 1184, 1933]
sudoku-cell[interactable] [1402, 1788, 1438, 1824]
sudoku-odia-title: ସୁ-ଡୋ-କୁ [1280, 1638, 1492, 1700]
sudoku-header [1128, 1636, 1494, 1702]
sudoku-answer-cell: 5 [1287, 2154, 1310, 2169]
letter [1128, 609, 1494, 703]
sudoku-cell[interactable] [1365, 1897, 1401, 1933]
sudoku-answer-cell: 1 [1356, 2079, 1379, 2094]
khordha-subhead: ନବଚିନ୍ତନ [125, 345, 227, 373]
sudoku-cell[interactable] [1365, 1752, 1401, 1788]
yellow-dot [740, 2312, 756, 2328]
sudoku-cell[interactable] [1184, 1788, 1220, 1824]
sudoku-answer-cell: 6 [1379, 2184, 1402, 2199]
sudoku-answer-cell: 9 [1470, 2094, 1493, 2109]
sudoku-cell[interactable] [1402, 1970, 1438, 2006]
sudoku-cell[interactable]: 3 [1365, 1716, 1401, 1752]
sudoku-answer-cell: 5 [1333, 2094, 1356, 2109]
sudoku-cell[interactable] [1438, 1716, 1474, 1752]
sudoku-cell[interactable] [1148, 1825, 1184, 1861]
magenta-dot [1160, 2312, 1176, 2328]
sudoku-caption: ତଳର ଉତ୍ତର ଆସନ୍ତାକାଲି ପ୍ରକାଶ ପାଇବ [1216, 2050, 1406, 2063]
sudoku-cell[interactable] [1402, 1933, 1438, 1969]
sudoku-answer-cell: 9 [1401, 2109, 1424, 2124]
grey-block [960, 2312, 982, 2328]
weekly-item: ୧୩-- ପାକିସ୍ତାନ ବିପକ୍ଷରେ ବିଶ୍ୱକପ କ୍ରିକେଟ ମ୍ୟାଚରେ ଭାରତ ବିଜୟୀ ହେଲା । [1128, 1486, 1451, 1499]
sudoku-answer-cell: 7 [1356, 2109, 1379, 2124]
sudoku-answer-cell: 3 [1424, 2154, 1447, 2169]
author-name: ଓମ୍ ପ୍ରକାଶ [705, 1428, 817, 1454]
